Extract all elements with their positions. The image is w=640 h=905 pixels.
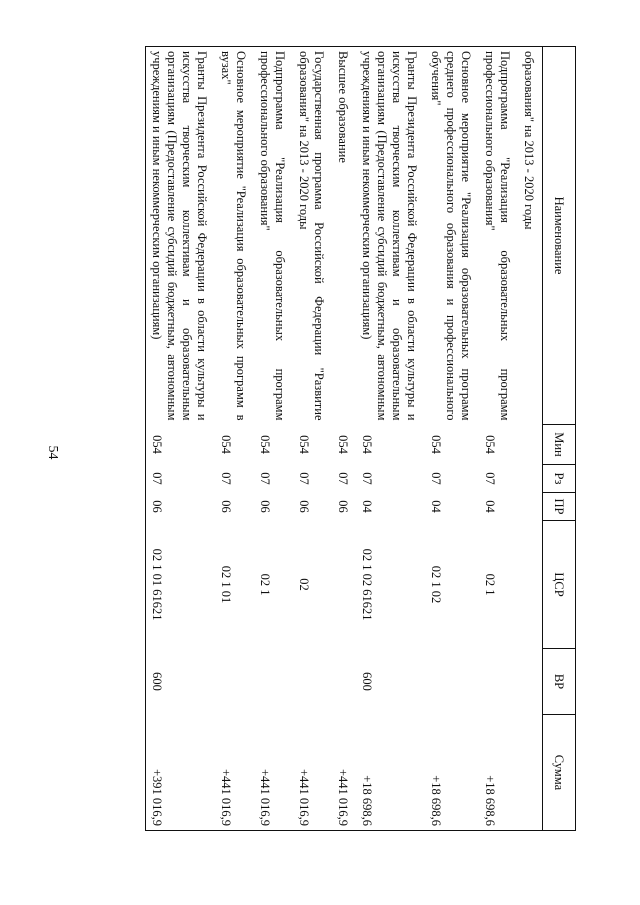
row-csr <box>518 521 543 649</box>
row-vr <box>254 649 293 715</box>
col-header-sum: Сумма <box>543 715 576 831</box>
row-rz: 07 <box>360 472 374 485</box>
table-row <box>332 47 356 831</box>
row-vr <box>215 649 254 715</box>
col-header-pr: ПР <box>543 493 576 521</box>
row-name: Гранты Президента Российской Федерации в области культуры и искусства творческим коллективам и образовательным организациям (Предоставление субсидий бюджетным, автономным учреждениям и иным некоммерческим организациям) <box>356 47 425 425</box>
table-row <box>254 47 293 831</box>
page-number: 54 <box>45 445 60 460</box>
row-sum: +441 016,9 <box>215 715 254 831</box>
row-min: 054 <box>429 435 443 454</box>
col-header-vr: ВР <box>543 649 576 715</box>
row-rz: 07 <box>297 472 311 485</box>
budget-table <box>145 46 576 831</box>
row-pr: 06 <box>258 500 272 513</box>
row-pr: 04 <box>483 500 497 513</box>
row-csr: 02 1 <box>258 573 272 596</box>
row-sum: +18 698,6 <box>356 715 425 831</box>
row-rz <box>518 465 543 493</box>
row-min: 054 <box>219 435 233 454</box>
header-row <box>543 47 576 831</box>
col-header-csr: ЦСР <box>543 521 576 649</box>
row-vr: 600 <box>146 649 216 715</box>
row-pr: 04 <box>360 500 374 513</box>
table-row <box>215 47 254 831</box>
row-rz: 07 <box>483 472 497 485</box>
row-name: Высшее образование <box>332 47 356 425</box>
row-min: 054 <box>146 425 216 465</box>
row-rz: 07 <box>429 472 443 485</box>
row-name: Основное мероприятие "Реализация образовательных программ в вузах" <box>215 47 254 425</box>
row-name: Государственная программа Российской Федерации "Развитие образования" на 2013 - 2020 годы <box>293 47 332 425</box>
row-min: 054 <box>336 435 350 454</box>
row-sum: +18 698,6 <box>425 715 479 831</box>
row-sum: +441 016,9 <box>293 715 332 831</box>
row-rz: 07 <box>219 472 233 485</box>
row-sum: +18 698,6 <box>479 715 518 831</box>
table-row <box>518 47 543 831</box>
table-row <box>293 47 332 831</box>
row-pr: 06 <box>336 500 350 513</box>
row-min: 054 <box>360 435 374 454</box>
row-vr <box>425 649 479 715</box>
row-name: Подпрограмма "Реализация образовательных программ профессионального образования" <box>479 47 518 425</box>
row-name: Основное мероприятие "Реализация образовательных программ среднего профессионального образования и профессионального обучения" <box>425 47 479 425</box>
row-min: 054 <box>258 435 272 454</box>
row-pr: 04 <box>429 500 443 513</box>
row-rz: 07 <box>146 465 216 493</box>
table-row <box>146 47 216 831</box>
row-vr: 600 <box>360 672 374 691</box>
row-min: 054 <box>483 435 497 454</box>
row-sum: +391 016,9 <box>146 715 216 831</box>
row-min: 054 <box>297 435 311 454</box>
row-sum <box>518 715 543 831</box>
row-rz: 07 <box>258 472 272 485</box>
row-vr <box>332 649 356 715</box>
row-name: Гранты Президента Российской Федерации в области культуры и искусства творческим коллективам и образовательным организациям (Предоставление субсидий бюджетным, автономным учреждениям и иным некоммерческим организациям) <box>146 47 216 425</box>
row-csr: 02 <box>297 578 311 591</box>
row-csr: 02 1 01 61621 <box>146 521 216 649</box>
row-vr <box>293 649 332 715</box>
row-vr <box>518 649 543 715</box>
row-vr <box>479 649 518 715</box>
row-sum: +441 016,9 <box>332 715 356 831</box>
row-rz: 07 <box>336 472 350 485</box>
row-name: Подпрограмма "Реализация образовательных программ профессионального образования" <box>254 47 293 425</box>
row-csr <box>332 521 356 649</box>
row-csr: 02 1 01 <box>219 565 233 604</box>
row-sum: +441 016,9 <box>254 715 293 831</box>
col-header-name: Наименование <box>543 47 576 425</box>
row-min <box>518 425 543 465</box>
table-row <box>479 47 518 831</box>
row-pr <box>518 493 543 521</box>
row-csr: 02 1 02 <box>429 565 443 604</box>
col-header-rz: Рз <box>543 465 576 493</box>
row-pr: 06 <box>146 493 216 521</box>
row-name: образования" на 2013 - 2020 годы <box>518 47 543 425</box>
table-row <box>356 47 425 831</box>
row-pr: 06 <box>297 500 311 513</box>
row-csr: 02 1 02 61621 <box>360 548 374 621</box>
col-header-min: Мин <box>543 425 576 465</box>
table-row <box>425 47 479 831</box>
row-csr: 02 1 <box>483 573 497 596</box>
row-pr: 06 <box>219 500 233 513</box>
